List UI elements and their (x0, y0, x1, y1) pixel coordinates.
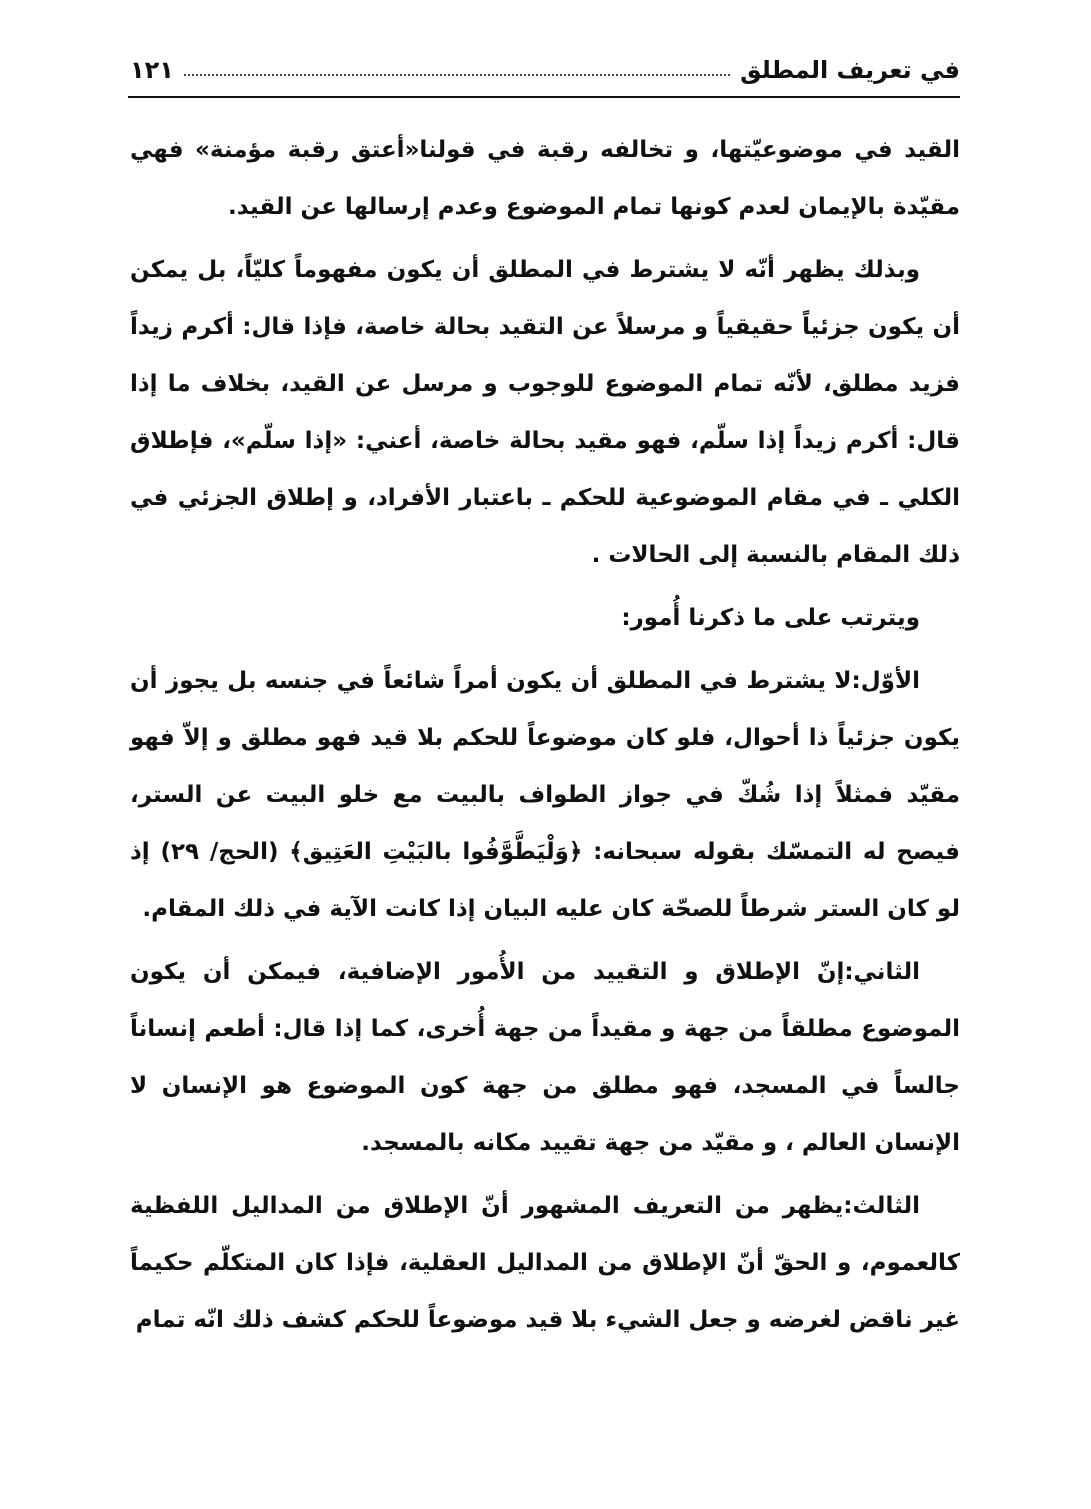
paragraph-lead: الأوّل: (851, 668, 920, 694)
header-rule (128, 96, 960, 98)
paragraph-text: لا يشترط في المطلق أن يكون أمراً شائعاً في جنسه بل يجوز أن يكون جزئياً ذا أحوال، فلو كان موضوعاً للحكم بلا قيد فهو مطلق و إلاّ فهو مقيّد فمثلاً إذا شُكّ في جواز الطواف بالبيت مع خلو البيت عن الستر، فيصح له التمسّك بقوله سبحانه: ﴿وَلْيَطَّوَّفُوا بالبَيْتِ العَتِيق﴾ (الحج/ ٢٩) إذ لو كان الستر شرطاً للصحّة كان عليه البيان إذا كانت الآية في ذلك المقام. (130, 668, 960, 922)
paragraph (130, 1178, 960, 1349)
paragraph (130, 242, 960, 584)
running-header (130, 40, 960, 90)
paragraph (130, 944, 960, 1172)
paragraph (130, 590, 960, 647)
body-text (130, 122, 960, 1355)
paragraph-text: وبذلك يظهر أنّه لا يشترط في المطلق أن يكون مفهوماً كليّاً، بل يمكن أن يكون جزئياً حقيقياً و مرسلاً عن التقيد بحالة خاصة، فإذا قال: أكرم زيداً فزيد مطلق، لأنّه تمام الموضوع للوجوب و مرسل عن القيد، بخلاف ما إذا قال: أكرم زيداً إذا سلّم، فهو مقيد بحالة خاصة، أعني: «إذا سلّم»، فإطلاق الكلي ـ في مقام الموضوعية للحكم ـ باعتبار الأفراد، و إطلاق الجزئي في ذلك المقام بالنسبة إلى الحالات . (130, 257, 960, 568)
paragraph-text: القيد في موضوعيّتها، و تخالفه رقبة في قولنا«أعتق رقبة مؤمنة» فهي مقيّدة بالإيمان لعدم كونها تمام الموضوع وعدم إرسالها عن القيد. (130, 137, 960, 220)
paragraph-text: إنّ الإطلاق و التقييد من الأُمور الإضافية، فيمكن أن يكون الموضوع مطلقاً من جهة و مقيداً من جهة أُخرى، كما إذا قال: أطعم إنساناً جالساً في المسجد، فهو مطلق من جهة كون الموضوع هو الإنسان لا الإنسان العالم ، و مقيّد من جهة تقييد مكانه بالمسجد. (130, 959, 960, 1156)
paragraph-lead: الثاني: (844, 959, 920, 985)
page-number: ١٢١ (130, 56, 174, 84)
header-dot-leader (184, 74, 730, 76)
paragraph-lead: الثالث: (843, 1193, 920, 1219)
paragraph (130, 653, 960, 938)
paragraph-text: يظهر من التعريف المشهور أنّ الإطلاق من المداليل اللفظية كالعموم، و الحقّ أنّ الإطلاق من المداليل العقلية، فإذا كان المتكلّم حكيماً غير ناقض لغرضه و جعل الشيء بلا قيد موضوعاً للحكم كشف ذلك انّه تمام (130, 1193, 960, 1333)
header-title: في تعريف المطلق (740, 56, 960, 84)
paragraph-text: ويترتب على ما ذكرنا أُمور: (621, 605, 920, 631)
paragraph (130, 122, 960, 236)
